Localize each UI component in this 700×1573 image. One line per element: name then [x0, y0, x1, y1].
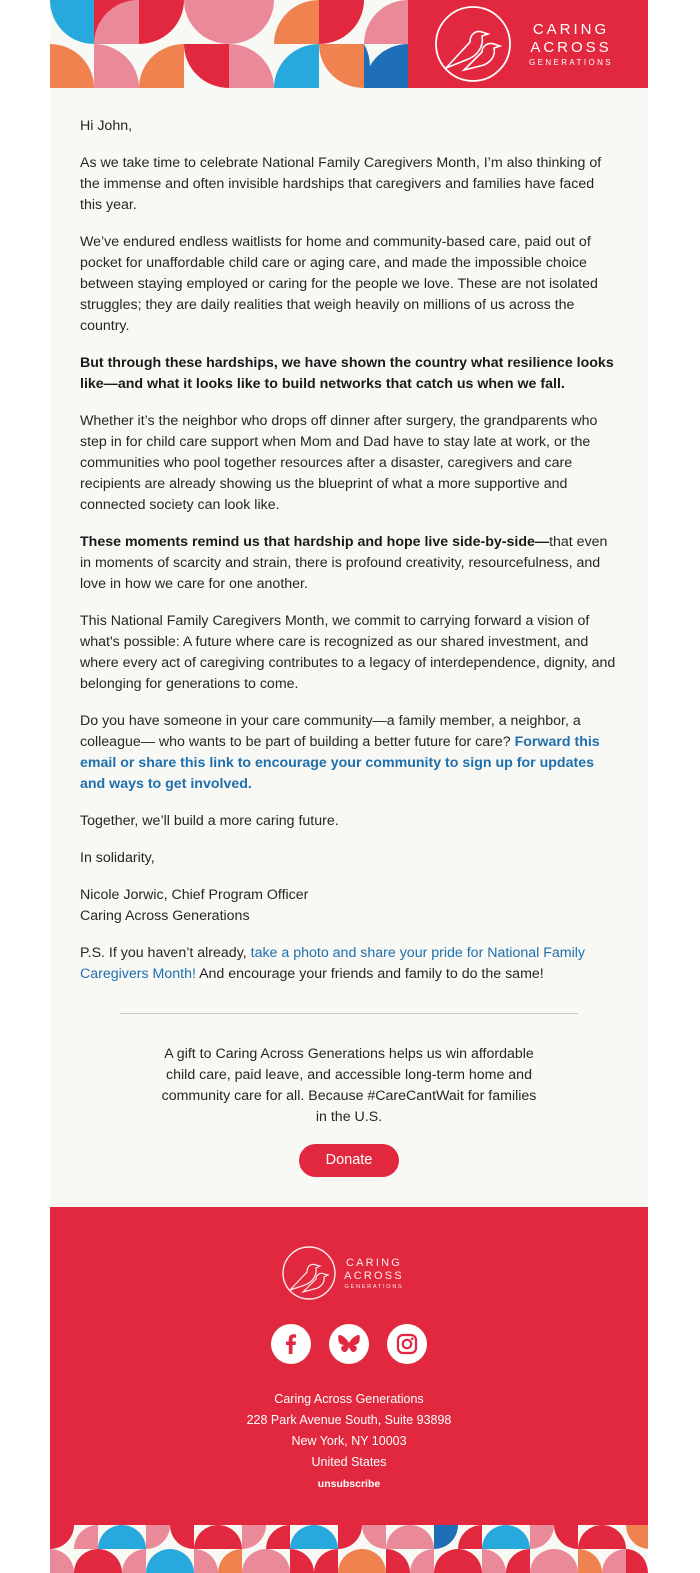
share-photo-link[interactable]: take a photo and share your pride for National Family Caregivers Month!	[80, 945, 586, 982]
instagram-button[interactable]	[387, 1324, 427, 1364]
email-container	[50, 0, 648, 1573]
unsubscribe-link[interactable]: unsubscribe	[317, 1478, 381, 1490]
bluesky-button[interactable]	[329, 1324, 369, 1364]
caring-across-generations-logo	[408, 0, 648, 88]
paragraph-2: We’ve endured endless waitlists for home and community-based care, paid out of pocket for unaffordable child care or aging care, and made the impossible choice between staying employed or caring for the people we love. These are not isolated struggles; they are daily realities that weigh heavily on millions of us across the country.	[80, 234, 598, 334]
signature-name: Nicole Jorwic, Chief Program Officer	[80, 887, 309, 903]
signature	[80, 885, 620, 927]
bottom-pattern	[50, 1525, 648, 1573]
gift-text: A gift to Caring Across Generations helps us win affordable child care, paid leave, and accessible long-term home and community care for all. Because #CareCantWait for families in the U.S.	[161, 1046, 537, 1125]
footer-address	[50, 1389, 648, 1473]
logo-line-3: GENERATIONS	[344, 1284, 404, 1290]
donate-button[interactable]: Donate	[299, 1144, 399, 1177]
banner-pattern	[50, 0, 408, 88]
address-org: Caring Across Generations	[274, 1392, 424, 1406]
paragraph-4: Whether it’s the neighbor who drops off dinner after surgery, the grandparents who step in for child care support when Mom and Dad have to stay late at work, or the communities who pool together resources after a disaster, caregivers and care recipients are already showing us the blueprint of what a more supportive and connected society can look like.	[80, 413, 598, 513]
letter-panel	[50, 88, 648, 1207]
paragraph-7-text: Do you have someone in your care community—a family member, a neighbor, a colleague— who wants to be part of building a better future for care?	[80, 713, 581, 750]
bluesky-icon	[329, 1324, 369, 1364]
paragraph-5-rest: that even in moments of scarcity and strain, there is profound creativity, resourcefulness, and love in how we care for one another.	[80, 534, 608, 592]
postscript	[80, 943, 620, 985]
paragraph-7	[80, 711, 620, 795]
greeting: Hi John,	[80, 118, 133, 134]
letter-body	[80, 116, 620, 1001]
paragraph-5-bold: These moments remind us that hardship and hope live side-by-side—	[80, 534, 550, 550]
paragraph-1: As we take time to celebrate National Family Caregivers Month, I’m also thinking of the immense and often invisible hardships that caregivers and families have faced this year.	[80, 155, 602, 213]
paragraph-5	[80, 532, 620, 595]
paragraph-8: Together, we’ll build a more caring future.	[80, 813, 339, 829]
forward-email-link[interactable]: Forward this email or share this link to encourage your community to sign up for updates and ways to get involved.	[80, 734, 600, 792]
divider	[120, 1013, 578, 1014]
facebook-icon	[271, 1324, 311, 1364]
header-logo[interactable]	[408, 0, 648, 88]
logo-line-2: ACROSS	[530, 39, 612, 56]
footer	[50, 1207, 648, 1525]
address-street: 228 Park Avenue South, Suite 93898	[246, 1413, 452, 1427]
paragraph-3-bold: But through these hardships, we have shown the country what resilience looks like—and what it looks like to build networks that catch us when we fall.	[80, 355, 614, 392]
address-country: United States	[311, 1455, 387, 1469]
facebook-button[interactable]	[271, 1324, 311, 1364]
bird-icon	[446, 31, 500, 70]
signature-org: Caring Across Generations	[80, 908, 250, 924]
bird-icon	[290, 1264, 328, 1292]
logo-line-2: ACROSS	[344, 1270, 404, 1282]
paragraph-3	[80, 353, 620, 395]
caring-across-generations-logo	[278, 1244, 420, 1302]
logo-line-1: CARING	[346, 1257, 402, 1269]
instagram-icon	[387, 1324, 427, 1364]
footer-logo[interactable]	[278, 1244, 420, 1302]
logo-line-1: CARING	[532, 21, 610, 38]
ps-end: And encourage your friends and family to do the same!	[195, 966, 544, 982]
logo-line-3: GENERATIONS	[528, 58, 614, 67]
closing: In solidarity,	[80, 850, 155, 866]
address-city: New York, NY 10003	[291, 1434, 407, 1448]
ps-text: P.S. If you haven’t already,	[80, 945, 251, 961]
header-banner	[50, 0, 648, 88]
paragraph-6: This National Family Caregivers Month, we commit to carrying forward a vision of what's possible: A future where care is recognized as our shared investment, and where every act of caregiving contributes to a legacy of interdependence, dignity, and belonging for generations to come.	[80, 613, 616, 692]
bottom-pattern-art	[50, 1525, 648, 1573]
